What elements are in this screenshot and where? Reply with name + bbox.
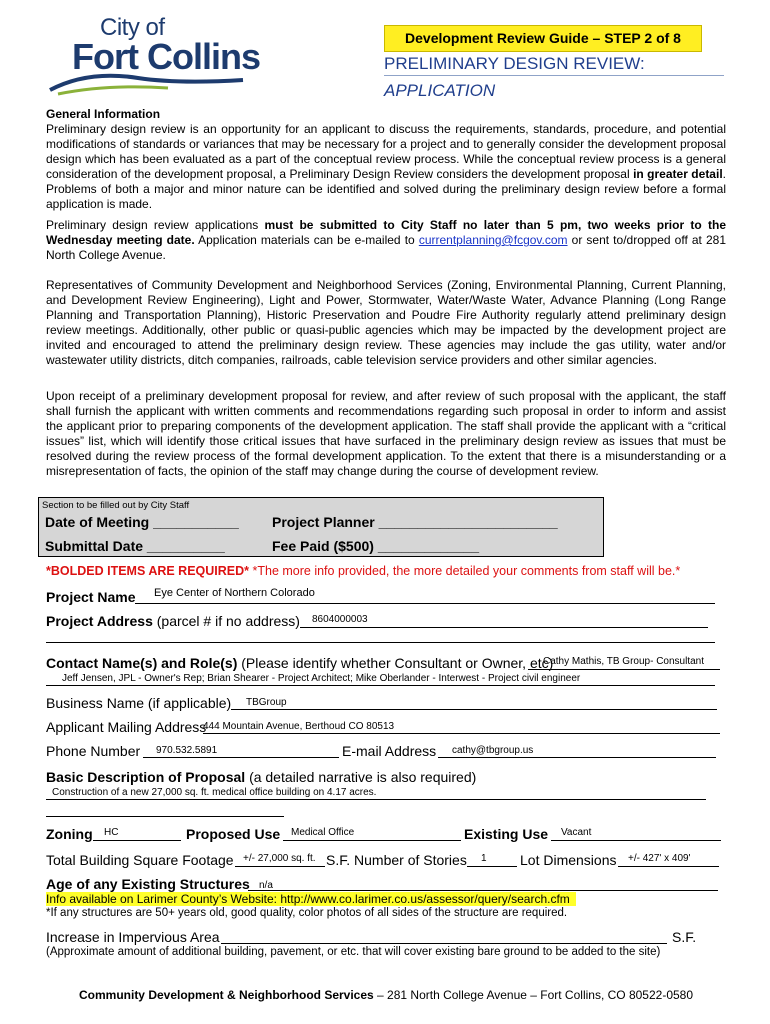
email-line (438, 757, 716, 758)
page-title: PRELIMINARY DESIGN REVIEW: (384, 54, 645, 73)
proposed-use-input[interactable]: Medical Office (291, 827, 355, 838)
email-link[interactable]: currentplanning@fcgov.com (418, 233, 568, 247)
existing-use-input[interactable]: Vacant (561, 827, 592, 838)
business-name-line (231, 709, 717, 710)
lot-dimensions-line (618, 866, 719, 867)
logo-city-text: City of (100, 14, 165, 41)
contact-line-1 (528, 669, 720, 670)
mailing-address-input[interactable]: 444 Mountain Avenue, Berthoud CO 80513 (203, 721, 395, 732)
section-heading: General Information (46, 107, 161, 121)
business-name-input[interactable]: TBGroup (246, 697, 287, 708)
impervious-unit: S.F. (672, 929, 697, 945)
intro-paragraph-2: Preliminary design review applications must be submitted to City Staff no later than 5 pm, two weeks prior to the Wednesday meeting date. Application materials can be e-mailed to currentplanning@fcgov.com or sent to/dropped off at 281 North College Avenue. (46, 218, 727, 262)
intro-paragraph-3: Representatives of Community Development and Neighborhood Services (Zoning, Environmental Planning, Current Planning, and Development Review Engineering), Light and Power, Stormwater, Water/Waste Water, Advance Planning (Long Range Planning and Transportation Planning), Historic Preservation and Poudre Fire Authority regularly attend preliminary design review meetings. Additionally, other public or quasi-public agencies which may be impacted by the development project are invited and encouraged to attend the preliminary design review. These agencies may include the gas utility, water and/or wastewater utility districts, ditch companies, railroads, cable television service providers and other similar agencies. (46, 278, 726, 367)
description-input[interactable]: Construction of a new 27,000 sq. ft. medical office building on 4.17 acres. (52, 787, 377, 798)
lot-dimensions-label: Lot Dimensions (520, 852, 617, 868)
fee-paid-field[interactable]: Fee Paid ($500) _____________ (272, 538, 480, 554)
building-sqft-input[interactable]: +/- 27,000 sq. ft. (243, 853, 316, 864)
stories-line (467, 866, 517, 867)
existing-use-line (551, 840, 721, 841)
staff-box-caption: Section to be filled out by City Staff (42, 500, 190, 511)
step-banner: Development Review Guide – STEP 2 of 8 (384, 25, 702, 52)
age-structures-input[interactable]: n/a (259, 880, 273, 891)
impervious-area-label: Increase in Impervious Area (46, 929, 220, 945)
zoning-line (93, 840, 181, 841)
business-name-label: Business Name (if applicable) (46, 695, 232, 711)
age-structures-label: Age of any Existing Structures (46, 876, 250, 892)
stories-input[interactable]: 1 (481, 853, 487, 864)
phone-label: Phone Number (46, 743, 141, 759)
larimer-info: Info available on Larimer County’s Website: http://www.co.larimer.co.us/assessor/query/search.cfm (46, 892, 576, 906)
project-address-line (300, 627, 708, 628)
proposed-use-label: Proposed Use (186, 826, 281, 842)
page-footer: Community Development & Neighborhood Services – 281 North College Avenue – Fort Collins, CO 80522-0580 (78, 988, 694, 1002)
description-label: Basic Description of Proposal (a detailed narrative is also required) (46, 769, 477, 785)
address-extra-line (46, 642, 715, 643)
email-label: E-mail Address (342, 743, 437, 759)
project-address-input[interactable]: 8604000003 (312, 614, 368, 625)
contact-input-1[interactable]: Cathy Mathis, TB Group- Consultant (543, 656, 704, 667)
mailing-address-label: Applicant Mailing Address (46, 719, 207, 735)
photo-note: *If any structures are 50+ years old, good quality, color photos of all sides of the structure are required. (46, 907, 568, 919)
lot-dimensions-input[interactable]: +/- 427' x 409' (628, 853, 691, 864)
mailing-address-line (203, 733, 720, 734)
intro-paragraph-1: Preliminary design review is an opportunity for an applicant to discuss the requirements, standards, procedure, and potential modifications of standards or variances that may be necessary for a project and to generally consider the development proposal design which has been evaluated as a part of the conceptual review process. While the conceptual review process is a general consideration of the development proposal, a Preliminary Design Review considers the development proposal in greater detail. Problems of both a major and minor nature can be identified and solved during the preliminary design review before a formal application is made. (46, 122, 726, 211)
building-sqft-label: Total Building Square Footage (46, 852, 234, 868)
project-address-label: Project Address (parcel # if no address) (46, 613, 300, 629)
title-divider (384, 75, 724, 76)
project-name-input[interactable]: Eye Center of Northern Colorado (154, 587, 315, 599)
intro-paragraph-4: Upon receipt of a preliminary development proposal for review, and after review of such proposal with the applicant, the staff shall furnish the applicant with written comments and recommendations regarding such proposal in order to inform and assist the applicant prior to preparing components of the development application. The staff shall provide the applicant with a “critical issues” list, which will identify those critical issues that have surfaced in the preliminary design review as issues that must be resolved during the review process of the formal development application. To the extent that there is a misunderstanding or a misrepresentation of facts, the opinion of the staff may change during the course of development review. (46, 389, 726, 478)
logo-name-text: Fort Collins (72, 36, 260, 77)
date-of-meeting-field[interactable]: Date of Meeting ___________ (45, 514, 239, 530)
zoning-label: Zoning (46, 826, 93, 842)
stories-label: S.F. Number of Stories (326, 852, 467, 868)
project-planner-field[interactable]: Project Planner _______________________ (272, 514, 558, 530)
description-line-2 (46, 816, 284, 817)
contact-input-2[interactable]: Jeff Jensen, JPL - Owner's Rep; Brian Shearer - Project Architect; Mike Oberlander - Interwest - Project civil engineer (62, 673, 581, 684)
project-name-line (135, 603, 715, 604)
page-subtitle: APPLICATION (384, 81, 496, 100)
project-name-label: Project Name (46, 589, 136, 605)
contact-label: Contact Name(s) and Role(s) (Please identify whether Consultant or Owner, etc) (46, 655, 554, 671)
impervious-area-input[interactable] (221, 943, 667, 944)
building-sqft-line (235, 866, 325, 867)
contact-line-2 (46, 685, 715, 686)
age-structures-line (248, 890, 718, 891)
phone-line (143, 757, 339, 758)
email-input[interactable]: cathy@tbgroup.us (452, 745, 534, 756)
zoning-input[interactable]: HC (104, 827, 119, 838)
staff-section-box (38, 497, 604, 557)
phone-input[interactable]: 970.532.5891 (156, 745, 218, 756)
description-line-1 (46, 799, 706, 800)
existing-use-label: Existing Use (464, 826, 549, 842)
impervious-note: (Approximate amount of additional building, pavement, or etc. that will cover existing bare ground to be added to the site) (46, 946, 661, 958)
required-note: *BOLDED ITEMS ARE REQUIRED* *The more info provided, the more detailed your comments from staff will be.* (46, 564, 681, 578)
submittal-date-field[interactable]: Submittal Date __________ (45, 538, 225, 554)
proposed-use-line (283, 840, 461, 841)
